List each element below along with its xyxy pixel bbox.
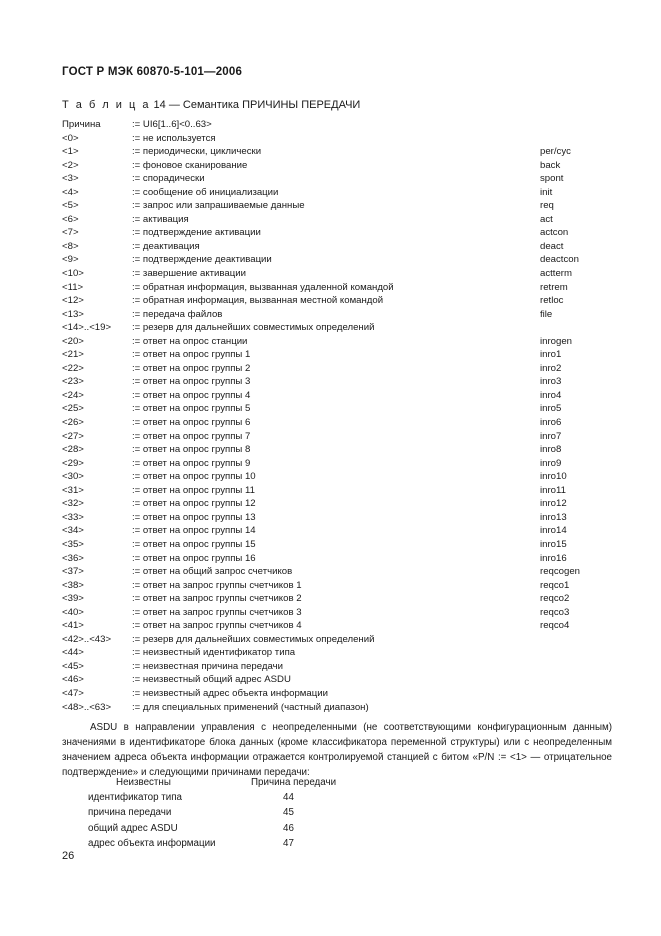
list-item-value: 45 xyxy=(283,807,294,819)
row-definition: := неизвестный общий адрес ASDU xyxy=(132,674,291,686)
row-code: <20> xyxy=(62,335,84,347)
table-caption-text: 14 — Семантика ПРИЧИНЫ ПЕРЕДАЧИ xyxy=(153,99,361,111)
table-row xyxy=(62,159,622,173)
list-item xyxy=(88,836,388,851)
row-definition: := резерв для дальнейших совместимых определений xyxy=(132,322,375,334)
table-row xyxy=(62,281,622,295)
list-header-cell: Причина передачи xyxy=(251,777,337,788)
table-row xyxy=(62,213,622,227)
row-definition: := ответ на запрос группы счетчиков 1 xyxy=(132,579,302,591)
table-row xyxy=(62,253,622,267)
row-mnemonic: inro9 xyxy=(540,457,562,469)
row-definition: := неизвестный идентификатор типа xyxy=(132,647,296,659)
list-item xyxy=(88,821,388,836)
table-row xyxy=(62,660,622,674)
row-code: <10> xyxy=(62,268,84,280)
row-definition: := ответ на запрос группы счетчиков 2 xyxy=(132,593,302,605)
row-definition: := обратная информация, вызванная удаленной командой xyxy=(132,281,394,293)
row-mnemonic: inro16 xyxy=(540,552,567,564)
row-code: <0> xyxy=(62,132,79,144)
row-code: <4> xyxy=(62,186,79,198)
table-row xyxy=(62,335,622,349)
row-mnemonic: reqco1 xyxy=(540,579,570,591)
table-row xyxy=(62,443,622,457)
list-header xyxy=(88,775,388,790)
row-definition: := для специальных применений (частный диапазон) xyxy=(132,701,369,713)
row-definition: := периодически, циклически xyxy=(132,146,262,158)
row-code: <1> xyxy=(62,146,79,158)
row-code: <14>..<19> xyxy=(62,322,112,334)
row-definition: := ответ на опрос станции xyxy=(132,335,248,347)
row-definition: := неизвестная причина передачи xyxy=(132,660,283,672)
row-definition: := ответ на опрос группы 15 xyxy=(132,538,256,550)
row-definition: := деактивация xyxy=(132,240,200,252)
table-caption xyxy=(62,99,360,111)
row-code: <5> xyxy=(62,200,79,212)
row-code: <12> xyxy=(62,295,84,307)
row-definition: := завершение активации xyxy=(132,268,246,280)
row-code: <39> xyxy=(62,593,84,605)
list-item-label: общий адрес ASDU xyxy=(88,822,178,834)
row-code: <25> xyxy=(62,403,84,415)
table-row xyxy=(62,416,622,430)
table-row xyxy=(62,402,622,416)
row-code: <7> xyxy=(62,227,79,239)
table-row xyxy=(62,538,622,552)
list-item-label: идентификатор типа xyxy=(88,792,182,804)
page-number: 26 xyxy=(62,850,75,862)
row-code: <32> xyxy=(62,498,84,510)
row-mnemonic: inro11 xyxy=(540,484,566,496)
row-definition: := UI6[1..6]<0..63> xyxy=(132,119,212,130)
row-definition: := ответ на опрос группы 3 xyxy=(132,376,251,388)
row-mnemonic: retloc xyxy=(540,295,564,307)
row-code: <33> xyxy=(62,511,84,523)
row-code: <47> xyxy=(62,687,84,699)
row-code: <40> xyxy=(62,606,84,618)
list-item-label: адрес объекта информации xyxy=(88,837,216,849)
row-definition: := сообщение об инициализации xyxy=(132,186,279,198)
row-code: <23> xyxy=(62,376,84,388)
list-item-label: причина передачи xyxy=(88,807,172,819)
row-mnemonic: reqco4 xyxy=(540,620,570,632)
row-definition: := ответ на опрос группы 14 xyxy=(132,525,256,537)
table-caption-prefix: Т а б л и ц а xyxy=(62,99,151,111)
row-mnemonic: inro3 xyxy=(540,376,562,388)
row-code: <30> xyxy=(62,471,84,483)
row-mnemonic: reqcogen xyxy=(540,566,581,578)
row-definition: := передача файлов xyxy=(132,308,223,320)
table-row xyxy=(62,565,622,579)
row-code: <11> xyxy=(62,281,84,293)
row-code: <6> xyxy=(62,213,79,225)
table-row xyxy=(62,348,622,362)
row-code: <29> xyxy=(62,457,84,469)
table-row xyxy=(62,579,622,593)
table-row xyxy=(62,132,622,146)
row-code: <3> xyxy=(62,173,79,185)
row-mnemonic: inro8 xyxy=(540,444,562,456)
table-row xyxy=(62,362,622,376)
row-definition: := ответ на запрос группы счетчиков 4 xyxy=(132,620,302,632)
row-definition: := ответ на опрос группы 10 xyxy=(132,471,256,483)
row-mnemonic: spont xyxy=(540,173,564,185)
row-definition: := ответ на опрос группы 4 xyxy=(132,389,251,401)
row-definition: := ответ на запрос группы счетчиков 3 xyxy=(132,606,302,618)
row-mnemonic: inro12 xyxy=(540,498,567,510)
row-definition: := спорадически xyxy=(132,173,205,185)
row-mnemonic: reqco2 xyxy=(540,593,570,605)
row-mnemonic: deactcon xyxy=(540,254,579,266)
row-mnemonic: inro5 xyxy=(540,403,562,415)
row-definition: := ответ на опрос группы 5 xyxy=(132,403,251,415)
table-row xyxy=(62,199,622,213)
row-code: <31> xyxy=(62,484,84,496)
row-mnemonic: act xyxy=(540,213,553,225)
row-definition: := ответ на опрос группы 8 xyxy=(132,444,251,456)
table-row xyxy=(62,240,622,254)
row-definition: := ответ на опрос группы 7 xyxy=(132,430,251,442)
row-mnemonic: inro1 xyxy=(540,349,562,361)
table-row xyxy=(62,267,622,281)
row-mnemonic: inro14 xyxy=(540,525,567,537)
row-definition: := подтверждение деактивации xyxy=(132,254,272,266)
list-item xyxy=(88,790,388,805)
table-row xyxy=(62,389,622,403)
row-code: <41> xyxy=(62,620,84,632)
row-code: <42>..<43> xyxy=(62,633,112,645)
row-mnemonic: back xyxy=(540,159,561,171)
table-row xyxy=(62,457,622,471)
row-code: <35> xyxy=(62,538,84,550)
row-code: <44> xyxy=(62,647,84,659)
table-row xyxy=(62,172,622,186)
row-definition: := ответ на опрос группы 2 xyxy=(132,362,251,374)
row-code: <48>..<63> xyxy=(62,701,112,713)
table-row xyxy=(62,633,622,647)
row-code: <24> xyxy=(62,389,84,401)
row-definition: := не используется xyxy=(132,132,216,144)
table-row xyxy=(62,552,622,566)
row-mnemonic: inro15 xyxy=(540,538,567,550)
row-mnemonic: retrem xyxy=(540,281,568,293)
table-row xyxy=(62,687,622,701)
row-mnemonic: deact xyxy=(540,240,564,252)
row-code: <38> xyxy=(62,579,84,591)
row-code: <22> xyxy=(62,362,84,374)
table-row xyxy=(62,592,622,606)
row-mnemonic: inro7 xyxy=(540,430,562,442)
table-row xyxy=(62,308,622,322)
table-row xyxy=(62,321,622,335)
row-mnemonic: inro13 xyxy=(540,511,567,523)
row-mnemonic: inro2 xyxy=(540,362,562,374)
row-definition: := запрос или запрашиваемые данные xyxy=(132,200,305,212)
row-code: <34> xyxy=(62,525,84,537)
table-row xyxy=(62,673,622,687)
row-code: <27> xyxy=(62,430,84,442)
row-code: <2> xyxy=(62,159,79,171)
row-mnemonic: actterm xyxy=(540,268,572,280)
list-item xyxy=(88,805,388,820)
row-definition: := фоновое сканирование xyxy=(132,159,248,171)
row-definition: := неизвестный адрес объекта информации xyxy=(132,687,328,699)
row-definition: := ответ на опрос группы 16 xyxy=(132,552,256,564)
row-mnemonic: actcon xyxy=(540,227,569,239)
row-definition: := ответ на опрос группы 1 xyxy=(132,349,251,361)
row-code: <45> xyxy=(62,660,84,672)
table-row xyxy=(62,226,622,240)
row-code: <21> xyxy=(62,349,84,361)
row-definition: := подтверждение активации xyxy=(132,227,261,239)
row-mnemonic: req xyxy=(540,200,554,212)
row-mnemonic: inro4 xyxy=(540,389,562,401)
table-row xyxy=(62,511,622,525)
row-definition: := ответ на опрос группы 13 xyxy=(132,511,256,523)
row-mnemonic: inro6 xyxy=(540,417,562,429)
table-row xyxy=(62,524,622,538)
table-row xyxy=(62,606,622,620)
row-code: <9> xyxy=(62,254,79,266)
list-item-value: 44 xyxy=(283,792,294,804)
asdu-paragraph xyxy=(62,720,612,780)
row-mnemonic: reqco3 xyxy=(540,606,570,618)
row-code: <46> xyxy=(62,674,84,686)
row-mnemonic: file xyxy=(540,308,553,320)
row-code: <37> xyxy=(62,566,84,578)
cause-of-transmission-table xyxy=(62,118,622,714)
row-code: <26> xyxy=(62,417,84,429)
table-row xyxy=(62,701,622,715)
asdu-paragraph-text: ASDU в направлении управления с неопределенными (не соответствующими конфигурационным данным) значениями в идентификаторе блока данных (кроме классификатора переменной структуры) или с неопределенным значением адреса объекта информации отражается контролируемой станцией с битом «P/N := <1> — отрицательное подтверждение» и следующими причинами передачи: xyxy=(62,722,612,779)
table-row xyxy=(62,145,622,159)
table-row xyxy=(62,118,622,132)
row-code: Причина xyxy=(62,119,101,130)
row-definition: := ответ на опрос группы 12 xyxy=(132,498,256,510)
row-definition: := ответ на опрос группы 9 xyxy=(132,457,251,469)
table-row xyxy=(62,186,622,200)
row-definition: := обратная информация, вызванная местной командой xyxy=(132,295,384,307)
list-header-cell: Неизвестны xyxy=(116,777,171,788)
row-code: <36> xyxy=(62,552,84,564)
row-code: <8> xyxy=(62,240,79,252)
list-item-value: 47 xyxy=(283,837,294,849)
table-row xyxy=(62,470,622,484)
row-definition: := активация xyxy=(132,213,189,225)
row-code: <28> xyxy=(62,444,84,456)
row-definition: := ответ на опрос группы 11 xyxy=(132,484,255,496)
row-mnemonic: per/cyc xyxy=(540,146,571,158)
row-definition: := ответ на опрос группы 6 xyxy=(132,417,251,429)
row-mnemonic: inro10 xyxy=(540,471,567,483)
row-mnemonic: init xyxy=(540,186,553,198)
row-definition: := резерв для дальнейших совместимых определений xyxy=(132,633,375,645)
unknown-causes-list xyxy=(88,775,388,851)
list-item-value: 46 xyxy=(283,822,294,834)
document-header: ГОСТ Р МЭК 60870-5-101—2006 xyxy=(62,66,243,78)
table-row xyxy=(62,430,622,444)
row-code: <13> xyxy=(62,308,84,320)
table-row xyxy=(62,484,622,498)
table-row xyxy=(62,497,622,511)
row-mnemonic: inrogen xyxy=(540,335,573,347)
table-row xyxy=(62,619,622,633)
table-row xyxy=(62,375,622,389)
row-definition: := ответ на общий запрос счетчиков xyxy=(132,566,293,578)
table-row xyxy=(62,294,622,308)
table-row xyxy=(62,646,622,660)
